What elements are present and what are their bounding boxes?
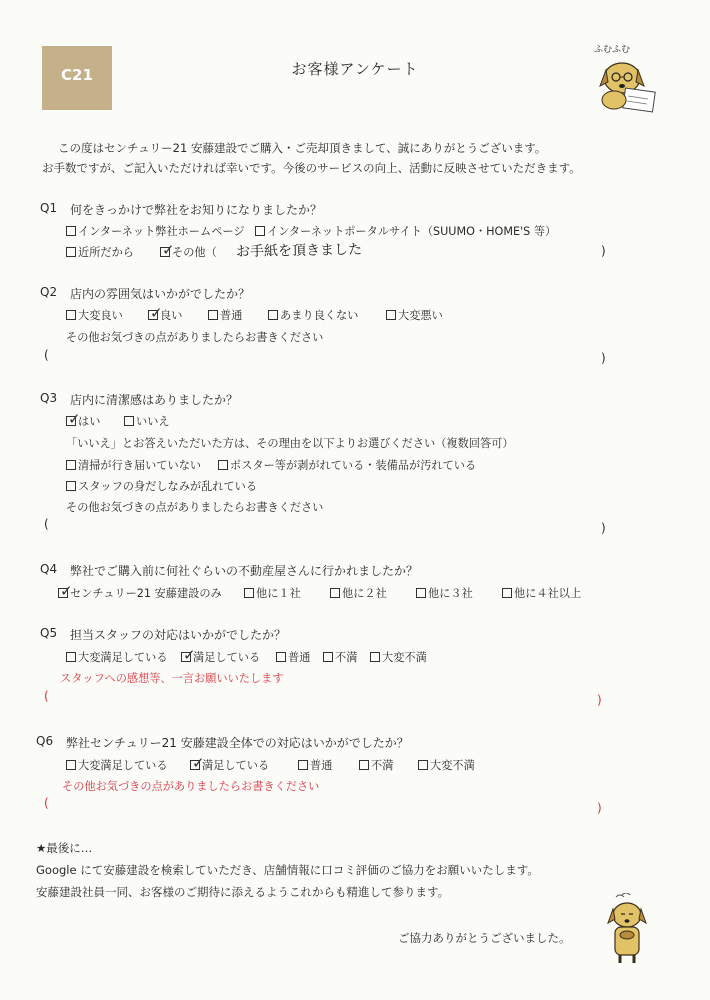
checkbox-checked[interactable] — [190, 754, 205, 772]
q1-label: Q1 — [40, 201, 58, 215]
footer-line-1: Google にて安藤建設を検索していただき、店舗情報に口コミ評価のご協力をお願いいたします。 — [36, 863, 539, 877]
checkbox[interactable] — [323, 652, 333, 662]
intro-line-1: この度はセンチュリー21 安藤建設でご購入・ご売却頂きまして、誠にありがとうございます。 — [58, 141, 547, 155]
q1-option-homepage[interactable]: インターネット弊社ホームページ — [66, 223, 245, 239]
checkbox[interactable] — [502, 588, 512, 598]
checkbox[interactable] — [124, 416, 134, 426]
checkmark-icon: ✓ — [68, 410, 81, 428]
checkmark-icon: ✓ — [150, 304, 163, 322]
q5-paren-open: ( — [44, 689, 49, 703]
footer-heading: ★最後に… — [36, 841, 93, 855]
q3-sub-option-staff-appearance[interactable]: スタッフの身だしなみが乱れている — [66, 478, 257, 494]
q1-option-nearby[interactable]: 近所だから — [66, 244, 134, 260]
checkbox[interactable] — [66, 481, 76, 491]
checkmark-icon: ✓ — [60, 582, 73, 600]
q6-option-very-satisfied[interactable]: 大変満足している — [66, 757, 168, 773]
q2-paren-close: ) — [601, 351, 606, 365]
q6-label: Q6 — [36, 734, 54, 748]
mascot-label: ふむふむ — [594, 45, 631, 55]
checkbox-checked[interactable] — [160, 241, 175, 259]
q6-paren-close: ) — [597, 801, 602, 815]
checkbox[interactable] — [330, 588, 340, 598]
q3-sub-note: 「いいえ」とお答えいただいた方は、その理由を以下よりお選びください（複数回答可） — [66, 437, 514, 450]
q1-paren-close: ) — [601, 244, 606, 258]
q6-paren-open: ( — [44, 796, 49, 810]
checkbox-checked[interactable] — [148, 304, 163, 322]
footer-line-2: 安藤建設社員一同、お客様のご期待に添えるようこれからも精進して参ります。 — [36, 885, 450, 899]
q2-option-very-good[interactable]: 大変良い — [66, 307, 123, 323]
intro-line-2: お手数ですが、ご記入いただければ幸いです。今後のサービスの向上、活動に反映させていただきます。 — [42, 161, 581, 175]
q1-question: 何をきっかけで弊社をお知りになりましたか？ — [70, 203, 323, 217]
q5-option-very-satisfied[interactable]: 大変満足している — [66, 649, 168, 665]
q4-option-two-others[interactable]: 他に２社 — [330, 585, 387, 601]
q3-note: その他お気づきの点がありましたらお書きください — [66, 501, 324, 514]
q2-label: Q2 — [40, 285, 58, 299]
q3-question: 店内に清潔感はありましたか？ — [70, 393, 239, 407]
checkbox[interactable] — [416, 588, 426, 598]
page-title: お客様アンケート — [291, 60, 419, 78]
q2-question: 店内の雰囲気はいかがでしたか？ — [70, 287, 251, 301]
checkbox[interactable] — [66, 652, 76, 662]
q5-label: Q5 — [40, 626, 58, 640]
q4-question: 弊社でご購入前に何社ぐらいの不動産屋さんに行かれましたか？ — [70, 564, 419, 578]
checkbox-checked[interactable] — [181, 646, 196, 664]
q2-option-normal[interactable]: 普通 — [208, 307, 242, 323]
mascot-reading-dog — [592, 42, 666, 114]
q4-option-three-others[interactable]: 他に３社 — [416, 585, 473, 601]
checkbox[interactable] — [418, 760, 428, 770]
q6-option-normal[interactable]: 普通 — [298, 757, 332, 773]
checkmark-icon: ✓ — [162, 241, 175, 259]
q5-note: スタッフへの感想等、一言お願いいたします — [60, 672, 284, 685]
q6-option-dissatisfied[interactable]: 不満 — [359, 757, 393, 773]
footer-thanks: ご協力ありがとうございました。 — [398, 931, 571, 945]
checkbox[interactable] — [66, 247, 76, 257]
q5-question: 担当スタッフの対応はいかがでしたか？ — [70, 628, 287, 642]
q6-option-satisfied[interactable]: ✓ 満足している — [192, 754, 270, 772]
checkbox-checked[interactable] — [66, 410, 81, 428]
q2-paren-open: ( — [44, 348, 49, 362]
checkbox[interactable] — [66, 760, 76, 770]
q4-option-four-plus[interactable]: 他に４社以上 — [502, 585, 581, 601]
q3-sub-option-cleaning[interactable]: 清掃が行き届いていない — [66, 457, 201, 473]
q4-label: Q4 — [40, 562, 58, 576]
checkbox[interactable] — [218, 460, 228, 470]
q6-note: その他お気づきの点がありましたらお書きください — [62, 780, 320, 793]
checkbox[interactable] — [268, 310, 278, 320]
q5-option-very-dissatisfied[interactable]: 大変不満 — [370, 649, 427, 665]
logo-text: C21 — [61, 66, 93, 84]
q3-paren-close: ) — [601, 521, 606, 535]
checkbox[interactable] — [244, 588, 254, 598]
checkmark-icon: ✓ — [192, 754, 205, 772]
checkbox[interactable] — [298, 760, 308, 770]
q4-option-only-us[interactable]: ✓ センチュリー21 安藤建設のみ — [60, 582, 222, 600]
q2-option-not-good[interactable]: あまり良くない — [268, 307, 358, 323]
checkbox[interactable] — [66, 460, 76, 470]
q3-option-no[interactable]: いいえ — [124, 413, 170, 429]
checkbox[interactable] — [66, 226, 76, 236]
q3-option-yes[interactable]: ✓ はい — [68, 410, 101, 428]
q6-option-very-dissatisfied[interactable]: 大変不満 — [418, 757, 475, 773]
checkbox[interactable] — [370, 652, 380, 662]
checkbox[interactable] — [66, 310, 76, 320]
q3-sub-option-poster[interactable]: ポスター等が剥がれている・装備品が汚れている — [218, 457, 476, 473]
q1-handwritten-answer: お手紙を頂きました — [235, 241, 363, 261]
dog-icon — [602, 893, 652, 965]
q3-label: Q3 — [40, 391, 58, 405]
q5-option-dissatisfied[interactable]: 不満 — [323, 649, 357, 665]
mascot-bowing-dog — [602, 893, 652, 965]
checkmark-icon: ✓ — [183, 646, 196, 664]
checkbox[interactable] — [386, 310, 396, 320]
q2-option-very-bad[interactable]: 大変悪い — [386, 307, 443, 323]
q5-paren-close: ) — [597, 693, 602, 707]
q1-option-other[interactable]: ✓ その他（ — [162, 241, 217, 259]
checkbox-checked[interactable] — [58, 582, 73, 600]
q3-paren-open: ( — [44, 517, 49, 531]
q6-question: 弊社センチュリー21 安藤建設全体での対応はいかがでしたか？ — [66, 736, 409, 750]
checkbox[interactable] — [208, 310, 218, 320]
q1-option-portal[interactable]: インターネットポータルサイト（SUUMO・HOME'S 等） — [255, 223, 556, 239]
checkbox[interactable] — [255, 226, 265, 236]
q5-option-satisfied[interactable]: ✓ 満足している — [183, 646, 261, 664]
checkbox[interactable] — [276, 652, 286, 662]
q2-note: その他お気づきの点がありましたらお書きください — [66, 331, 324, 344]
q4-option-one-other[interactable]: 他に１社 — [244, 585, 301, 601]
q5-option-normal[interactable]: 普通 — [276, 649, 310, 665]
q2-option-good[interactable]: ✓ 良い — [150, 304, 183, 322]
checkbox[interactable] — [359, 760, 369, 770]
